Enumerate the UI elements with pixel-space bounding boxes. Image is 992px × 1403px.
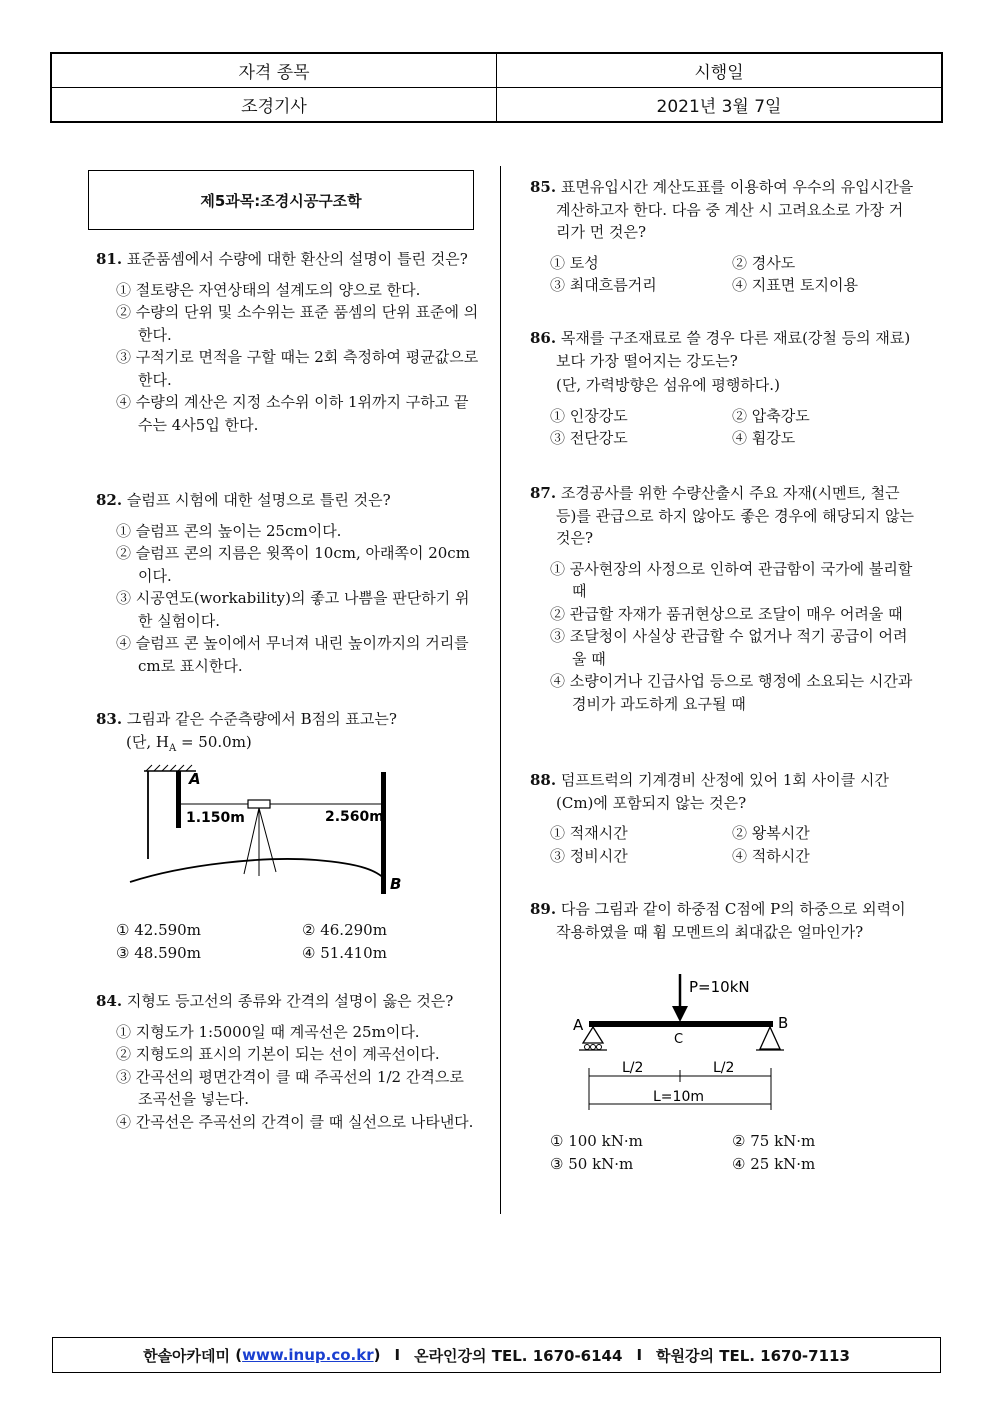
option-4: ④ 적하시간 (732, 846, 810, 865)
question-81 (96, 248, 480, 436)
question-88 (530, 769, 914, 867)
option-2: ② 수량의 단위 및 소수위는 표준 품셈의 단위 표준에 의한다. (116, 303, 479, 344)
question-stem: 표준품셈에서 수량에 대한 환산의 설명이 틀린 것은? (126, 250, 468, 268)
option-4: ④ 25 kN·m (732, 1154, 816, 1173)
option-4: ④ 간곡선은 주곡선의 간격이 클 때 실선으로 나타낸다. (116, 1112, 474, 1131)
option-3: ③ 50 kN·m (550, 1154, 634, 1173)
point-b-label: B (390, 875, 402, 893)
question-stem: 조경공사를 위한 수량산출시 주요 자재(시멘트, 철근 등)를 관급으로 하지 않아도 좋은 경우에 해당되지 않는 것은? (556, 484, 915, 547)
question-note: (단, 가력방향은 섬유에 평행하다.) (556, 376, 780, 394)
question-86 (530, 327, 914, 450)
option-1: ① 적재시간 (550, 824, 628, 842)
option-2: ② 지형도의 표시의 기본이 되는 선이 계곡선이다. (116, 1045, 440, 1063)
option-3: ③ 전단강도 (550, 429, 628, 447)
option-1: ① 공사현장의 사정으로 인하여 관급함이 국가에 불리할 때 (550, 559, 913, 600)
option-2: ② 46.290m (302, 921, 387, 939)
question-stem: 덤프트럭의 기계경비 산정에 있어 1회 사이클 시간(Cm)에 포함되지 않는 것은? (556, 771, 889, 812)
question-stem: 다음 그림과 같이 하중점 C점에 P의 하중으로 외력이 작용하였을 때 휨 모멘트의 최대값은 얼마인가? (556, 900, 906, 941)
question-number: 84. (96, 992, 123, 1010)
question-83 (96, 708, 480, 760)
option-2: ② 왕복시간 (732, 824, 810, 842)
span-label: L=10m (653, 1089, 704, 1105)
question-number: 86. (530, 329, 557, 347)
question-number: 89. (530, 900, 557, 918)
question-number: 85. (530, 178, 557, 196)
offline-tel: 학원강의 TEL. 1670-7113 (656, 1346, 850, 1365)
question-stem: 지형도 등고선의 종류와 간격의 설명이 옳은 것은? (126, 992, 454, 1010)
option-1: ① 지형도가 1:5000일 때 계곡선은 25m이다. (116, 1022, 420, 1041)
online-tel: 온라인강의 TEL. 1670-6144 (414, 1346, 623, 1365)
point-a-label: A (189, 770, 201, 788)
option-3: ③ 간곡선의 평면간격이 클 때 주곡선의 1/2 간격으로 조곡선을 넣는다. (116, 1067, 464, 1108)
reading-a: 1.150m (186, 810, 245, 826)
point-c-label: C (674, 1032, 684, 1047)
question-85 (530, 176, 914, 297)
header-col2-value: 2021년 3월 7일 (656, 96, 782, 117)
option-4: ④ 슬럼프 콘 높이에서 무너져 내린 높이까지의 거리를 cm로 표시한다. (116, 634, 469, 675)
beam-figure (565, 970, 805, 1115)
half-span-1: L/2 (622, 1060, 644, 1076)
option-3: ③ 조달청이 사실상 관급할 수 없거나 적기 공급이 어려울 때 (550, 627, 908, 668)
option-4: ④ 지표면 토지이용 (732, 276, 858, 294)
leveling-figure (126, 764, 416, 899)
question-89 (530, 898, 914, 943)
column-divider (500, 166, 501, 1214)
support-a-label: A (573, 1016, 584, 1034)
question-number: 82. (96, 491, 123, 509)
half-span-2: L/2 (713, 1060, 735, 1076)
exam-header-table (50, 52, 943, 123)
option-1: ① 절토량은 자연상태의 설계도의 양으로 한다. (116, 280, 421, 299)
header-col1-value: 조경기사 (52, 88, 497, 122)
option-2: ② 압축강도 (732, 406, 810, 425)
option-1: ① 인장강도 (550, 406, 628, 425)
header-col2-label: 시행일 (497, 54, 941, 88)
option-3: ③ 48.590m (116, 943, 201, 962)
footer-bar: 한솔아카데미 ( www.inup.co.kr ) I 온라인강의 TEL. 1670-6144 I 학원강의 TEL. 1670-7113 (52, 1337, 941, 1373)
option-2: ② 경사도 (732, 253, 796, 272)
question-number: 87. (530, 484, 557, 502)
academy-name: 한솔아카데미 (143, 1346, 231, 1365)
footer-separator: I (636, 1346, 643, 1364)
question-note: (단, $H_A = 50.0m$) (126, 732, 252, 754)
load-label: P=10kN (689, 978, 750, 996)
footer-separator: I (394, 1346, 401, 1364)
option-2: ② 슬럼프 콘의 지름은 윗쪽이 10cm, 아래쪽이 20cm이다. (116, 544, 470, 585)
option-3: ③ 정비시간 (550, 846, 628, 865)
question-82 (96, 489, 480, 677)
option-1: ① 토성 (550, 253, 599, 272)
option-1: ① 슬럼프 콘의 높이는 25cm이다. (116, 521, 342, 540)
option-1: ① 42.590m (116, 921, 201, 939)
option-4: ④ 휨강도 (732, 429, 796, 447)
subject-title: 제5과목:조경시공구조학 (88, 170, 474, 230)
question-87 (530, 482, 914, 715)
question-number: 83. (96, 710, 123, 728)
question-stem: 그림과 같은 수준측량에서 B점의 표고는? (126, 710, 397, 728)
question-89-options (530, 1130, 914, 1175)
support-b-label: B (778, 1014, 789, 1032)
question-83-options (96, 919, 480, 964)
reading-b: 2.560m (325, 809, 384, 825)
option-4: ④ 51.410m (302, 943, 387, 962)
option-3: ③ 구적기로 면적을 구할 때는 2회 측정하여 평균값으로 한다. (116, 348, 479, 389)
option-4: ④ 소량이거나 긴급사업 등으로 행정에 소요되는 시간과 경비가 과도하게 요구될 때 (550, 672, 913, 713)
option-3: ③ 시공연도(workability)의 좋고 나쁨을 판단하기 위한 실험이다. (116, 589, 470, 630)
question-stem: 슬럼프 시험에 대한 설명으로 틀린 것은? (126, 491, 391, 509)
question-number: 81. (96, 250, 123, 268)
option-2: ② 관급할 자재가 품귀현상으로 조달이 매우 어려울 때 (550, 604, 903, 623)
option-2: ② 75 kN·m (732, 1132, 816, 1150)
question-stem: 목재를 구조재료로 쓸 경우 다른 재료(강철 등의 재료)보다 가장 떨어지는 강도는? (556, 329, 911, 370)
academy-link[interactable]: www.inup.co.kr (242, 1346, 374, 1364)
question-84 (96, 990, 480, 1133)
header-col1-label: 자격 종목 (52, 54, 497, 88)
question-stem: 표면유입시간 계산도표를 이용하여 우수의 유입시간을 계산하고자 한다. 다음 중 계산 시 고려요소로 가장 거리가 먼 것은? (556, 178, 914, 241)
option-4: ④ 수량의 계산은 지정 소수위 이하 1위까지 구하고 끝수는 4사5입 한다. (116, 393, 469, 434)
option-1: ① 100 kN·m (550, 1132, 643, 1150)
question-number: 88. (530, 771, 557, 789)
option-3: ③ 최대흐름거리 (550, 276, 657, 294)
